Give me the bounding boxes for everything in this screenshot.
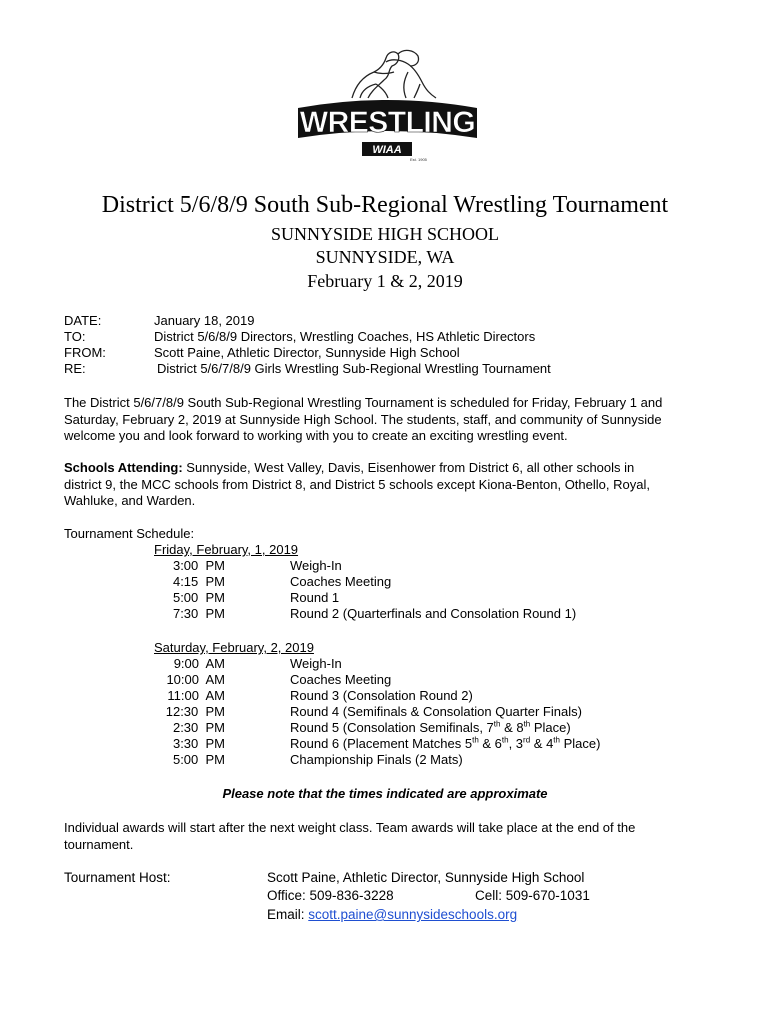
schedule-heading: Tournament Schedule: xyxy=(64,526,195,541)
intro-line: The District 5/6/7/8/9 South Sub-Regional Wrestling Tournament is scheduled for Friday, February 1 and xyxy=(64,395,663,410)
memo-to-row xyxy=(64,329,744,346)
schedule-event: Weigh-In xyxy=(290,558,342,573)
schedule-event: Round 6 (Placement Matches 5th & 6th, 3rd & 4th Place) xyxy=(290,735,601,751)
school-name: SUNNYSIDE HIGH SCHOOL xyxy=(270,224,499,244)
memo-from-value: Scott Paine, Athletic Director, Sunnyside High School xyxy=(154,345,460,360)
host-email-link[interactable]: scott.paine@sunnysideschools.org xyxy=(308,907,518,922)
schedule-time: 3:00 PM xyxy=(172,558,225,573)
memo-re-row xyxy=(64,361,744,378)
schedule-time: 7:30 PM xyxy=(172,606,225,621)
schedule-time: 12:30 PM xyxy=(165,704,225,719)
schedule-event: Round 2 (Quarterfinals and Consolation Round 1) xyxy=(290,606,577,621)
schedule-row xyxy=(154,590,674,607)
memo-re-label: RE: xyxy=(64,361,86,376)
schedule-row xyxy=(154,752,674,769)
wiaa-badge xyxy=(362,142,428,162)
wrestling-wordmark xyxy=(298,100,477,139)
awards-line: tournament. xyxy=(64,836,134,852)
intro-line: Saturday, February 2, 2019 at Sunnyside High School. The students, staff, and community of Sunnyside xyxy=(64,411,662,427)
memo-from-label: FROM: xyxy=(64,345,106,360)
awards-paragraph xyxy=(64,820,714,853)
schedule-time: 2:30 PM xyxy=(172,720,225,735)
friday-heading: Friday, February, 1, 2019 xyxy=(154,542,299,557)
saturday-heading: Saturday, February, 2, 2019 xyxy=(154,640,314,655)
schedule-event: Championship Finals (2 Mats) xyxy=(290,752,463,767)
schedule-row xyxy=(154,720,674,737)
memo-from-row xyxy=(64,345,744,362)
wrestlers-silhouette-icon xyxy=(352,50,436,98)
schools-line: Sunnyside, West Valley, Davis, Eisenhower from District 6, all other schools in xyxy=(182,460,635,475)
schedule-event: Round 3 (Consolation Round 2) xyxy=(290,688,473,703)
svg-text:WRESTLING: WRESTLING xyxy=(299,106,476,139)
schools-attending-label: Schools Attending: xyxy=(64,460,183,475)
intro-line: welcome you and look forward to working with you to create an exciting wrestling event. xyxy=(64,428,568,443)
host-label: Tournament Host: xyxy=(64,870,171,885)
schedule-event: Coaches Meeting xyxy=(290,574,392,589)
schedule-row xyxy=(154,704,674,721)
schedule-time: 5:00 PM xyxy=(172,590,225,605)
schedule-row xyxy=(154,672,674,689)
approximate-times-note: Please note that the times indicated are approximate xyxy=(222,786,548,801)
schedule-row xyxy=(154,606,674,623)
host-email-row xyxy=(267,907,517,922)
schedule-time: 9:00 AM xyxy=(173,656,225,671)
schools-line: district 9, the MCC schools from District 8, and District 5 schools except Kiona-Benton, Othello, Royal, xyxy=(64,476,650,492)
intro-paragraph xyxy=(64,395,714,445)
host-name: Scott Paine, Athletic Director, Sunnyside High School xyxy=(267,870,585,885)
school-location: SUNNYSIDE, WA xyxy=(315,247,455,267)
memo-to-label: TO: xyxy=(64,329,86,344)
schools-attending-paragraph xyxy=(64,460,714,510)
schedule-row xyxy=(154,688,674,705)
schedule-time: 11:00 AM xyxy=(167,688,225,703)
svg-text:Est. 1905: Est. 1905 xyxy=(410,157,427,162)
host-email-label: Email: xyxy=(267,907,309,922)
schedule-time: 5:00 PM xyxy=(172,752,225,767)
host-office-phone: Office: 509-836-3228 xyxy=(267,888,394,903)
schedule-row xyxy=(154,656,674,673)
memo-date-row xyxy=(64,313,744,330)
memo-date-label: DATE: xyxy=(64,313,102,328)
document-title: District 5/6/8/9 South Sub-Regional Wrestling Tournament xyxy=(101,192,669,218)
schedule-event: Round 5 (Consolation Semifinals, 7th & 8th Place) xyxy=(290,719,571,735)
svg-text:WIAA: WIAA xyxy=(372,144,402,156)
schedule-time: 3:30 PM xyxy=(172,736,225,751)
schools-line: Wahluke, and Warden. xyxy=(64,493,196,508)
schedule-event: Round 1 xyxy=(290,590,340,605)
schedule-row xyxy=(154,736,674,753)
memo-date-value: January 18, 2019 xyxy=(154,313,255,328)
awards-line: Individual awards will start after the next weight class. Team awards will take place at the end of the xyxy=(64,820,636,835)
schedule-time: 4:15 PM xyxy=(172,574,225,589)
schedule-row xyxy=(154,558,674,575)
memo-re-value: District 5/6/7/8/9 Girls Wrestling Sub-Regional Wrestling Tournament xyxy=(157,361,551,376)
schedule-event: Weigh-In xyxy=(290,656,342,671)
tournament-dates: February 1 & 2, 2019 xyxy=(307,271,463,291)
host-cell-phone: Cell: 509-670-1031 xyxy=(475,888,590,903)
wrestling-wiaa-logo xyxy=(290,38,485,163)
memo-to-value: District 5/6/8/9 Directors, Wrestling Coaches, HS Athletic Directors xyxy=(154,329,536,344)
schedule-event: Round 4 (Semifinals & Consolation Quarter Finals) xyxy=(290,704,582,719)
schedule-event: Coaches Meeting xyxy=(290,672,392,687)
schedule-time: 10:00 AM xyxy=(166,672,225,687)
schedule-row xyxy=(154,574,674,591)
